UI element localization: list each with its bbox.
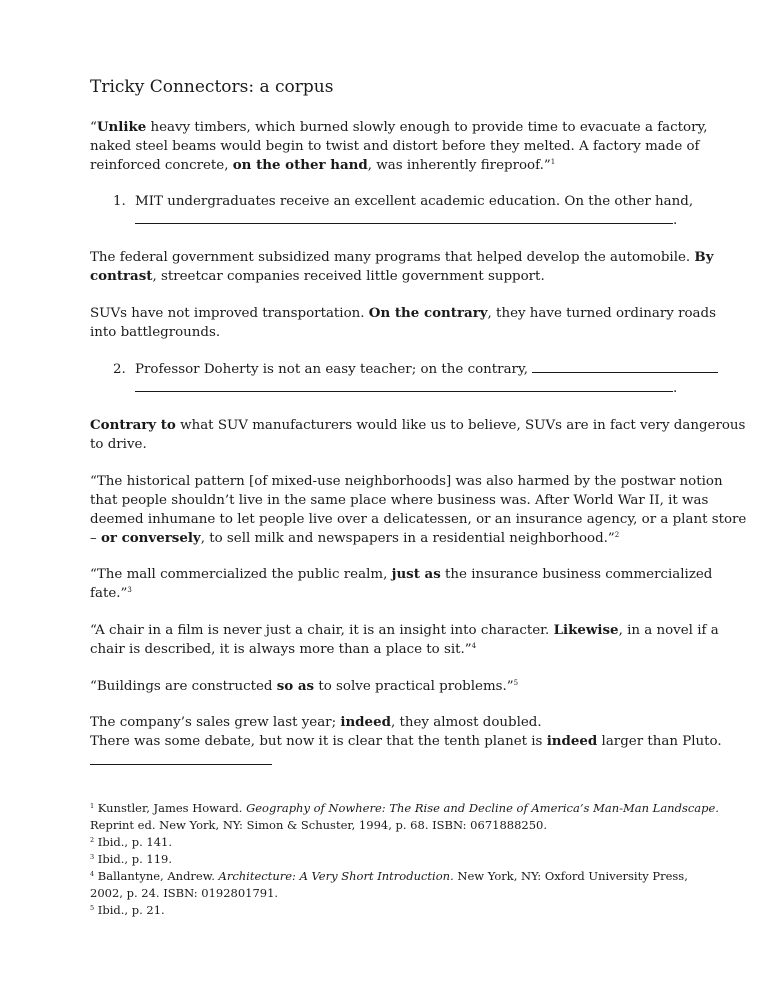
- exercise-item-1: 1. MIT undergraduates receive an excellent academic education. On the other hand, .: [113, 194, 694, 228]
- connector-on-the-contrary: On the contrary: [368, 305, 488, 321]
- connector-or-conversely: or conversely: [100, 530, 201, 546]
- footnote-1: $^1$ Kunstler, James Howard. Geography of Nowhere: The Rise and Decline of America’s Man-Man Landscape.: [90, 801, 719, 815]
- connector-contrary-to: Contrary to: [90, 417, 176, 433]
- quote-paragraph-so-as: “Buildings are constructed so as to solve practical problems.”$^5$: [90, 678, 519, 694]
- footnote-5: $^5$ Ibid., p. 21.: [90, 903, 165, 917]
- footnote-ref-4: 4: [471, 642, 477, 650]
- item-number: 1.: [113, 194, 126, 209]
- paragraph-indeed: The company’s sales grew last year; indeed, they almost doubled. There was some debate, but now it is clear that the tenth planet is indeed larger than Pluto.: [90, 714, 722, 749]
- connector-indeed: indeed: [340, 714, 391, 730]
- footnote-4: $^4$ Ballantyne, Andrew. Architecture: A Very Short Introduction. New York, NY: Oxford University Press,: [90, 869, 688, 883]
- connector-on-the-other-hand: on the other hand: [232, 157, 368, 173]
- page-title: Tricky Connectors: a corpus: [90, 77, 334, 97]
- quote-paragraph-conversely: “The historical pattern [of mixed-use neighborhoods] was also harmed by the postwar notion that people shouldn’t live in the same place where business was. After World War II, it was deemed inhumane to let people live over a delicatessen, or an insurance agency, or a plant store – or conversely, to sell milk and newspapers in a residential neighborhood.”$^2$: [90, 474, 747, 546]
- paragraph-by-contrast: The federal government subsidized many programs that helped develop the automobile. By contrast, streetcar companies received little government support.: [90, 249, 714, 284]
- exercise-item-2: 2. Professor Doherty is not an easy teacher; on the contrary, .: [90, 360, 690, 398]
- footnote-3: $^3$ Ibid., p. 119.: [90, 852, 172, 866]
- footnote-2: $^2$ Ibid., p. 141.: [90, 835, 172, 849]
- connector-by-contrast: By: [694, 249, 714, 265]
- connector-just-as: just as: [391, 566, 441, 582]
- footnote-ref-5: 5: [513, 679, 519, 687]
- connector-so-as: so as: [276, 678, 315, 694]
- footnotes: $^1$ Kunstler, James Howard. Geography of Nowhere: The Rise and Decline of America’s Man-Man Landscape. Reprint ed. New York, NY: Simon & Schuster, 1994, p. 68. ISBN: 0671888250. $^2$ Ibid., p. 141. $^3$ Ibid., p. 119. $^4$ Ballantyne, Andrew. Architecture: A Very Short Introduction. New York, NY: Oxford University Press, 2002, p. 24. ISBN: 0192801791. $^5$ Ibid., p. 21.: [90, 801, 719, 917]
- quote-paragraph-just-as: “The mall commercialized the public realm, just as the insurance business commercialized fate.”$^3$: [90, 566, 713, 601]
- quote-paragraph-unlike: “Unlike heavy timbers, which burned slowly enough to provide time to evacuate a factory, naked steel beams would begin to twist and distort before they melted. A factory made of reinforced concrete, on the other hand, was inherently fireproof.”$^1$: [90, 119, 708, 173]
- paragraph-contrary-to: Contrary to what SUV manufacturers would like us to believe, SUVs are in fact very dangerous to drive.: [90, 417, 746, 452]
- connector-unlike: Unlike: [96, 119, 147, 135]
- answer-blank[interactable]: [532, 362, 718, 373]
- footnote-ref-2: 2: [614, 531, 620, 539]
- footnote-ref-3: 3: [127, 586, 132, 594]
- footnote-separator: [90, 764, 272, 765]
- answer-blank[interactable]: [135, 381, 673, 392]
- footnote-ref-1: 1: [550, 158, 556, 166]
- connector-indeed: indeed: [546, 733, 598, 749]
- item-number: 2.: [113, 362, 126, 377]
- connector-likewise: Likewise: [553, 622, 619, 638]
- paragraph-on-the-contrary: SUVs have not improved transportation. On the contrary, they have turned ordinary roads into battlegrounds.: [90, 305, 716, 340]
- quote-paragraph-likewise: “A chair in a film is never just a chair, it is an insight into character. Likewise, in a novel if a chair is described, it is always more than a place to sit.”$^4$: [90, 622, 719, 657]
- answer-blank[interactable]: [135, 213, 673, 224]
